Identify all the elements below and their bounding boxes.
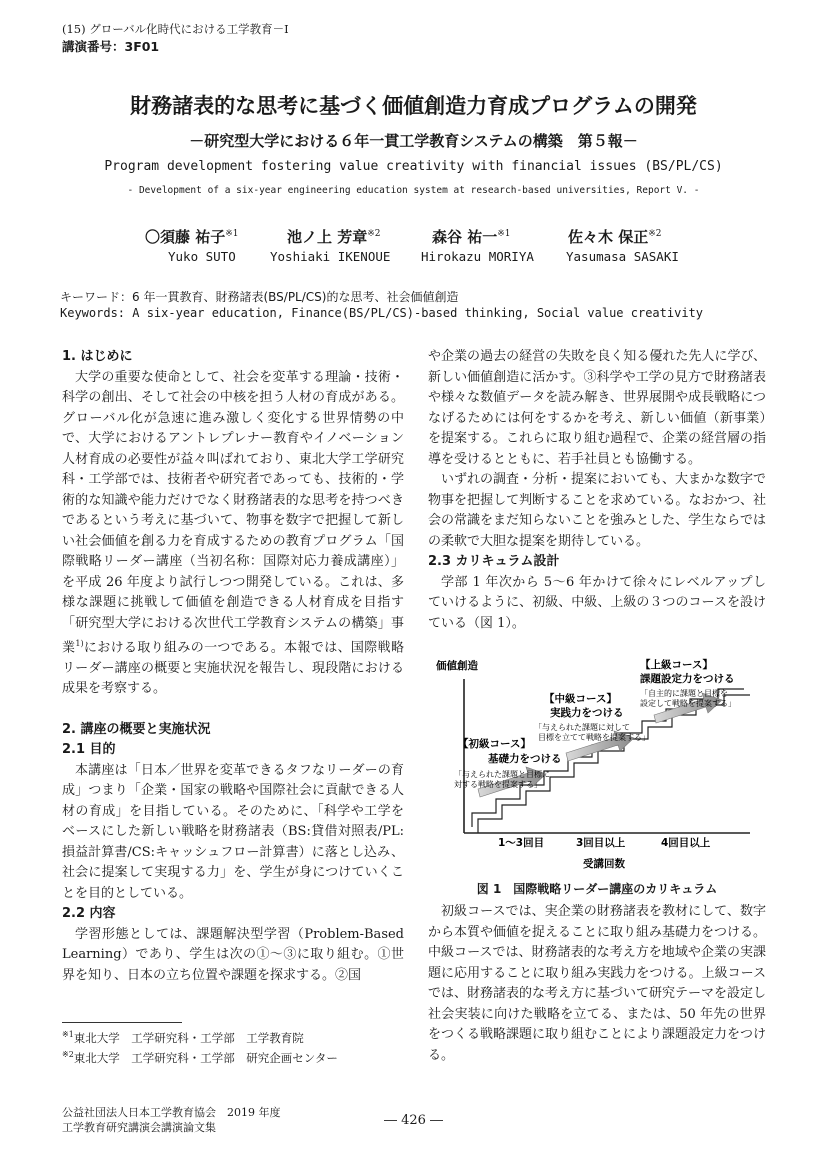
section-1-text-end: における取り組みの一つである。本報では、国際戦略リーダー講座の概要と実施状況を報告し、現段階における成果を考察する。 xyxy=(62,640,404,697)
footnote-2 xyxy=(62,1050,338,1066)
section-2-3-heading: 2.3 カリキュラム設計 xyxy=(428,554,560,569)
affiliation-mark: ※1 xyxy=(225,229,239,239)
author-4-en: Yasumasa SASAKI xyxy=(566,249,679,264)
advanced-course-note: 「自主的に課題と目標を xyxy=(640,689,728,698)
footer-org-line: 公益社団法人日本工学教育協会 2019 年度 xyxy=(62,1106,281,1119)
right-column-lower xyxy=(428,902,766,1066)
page-number: ― 426 ― xyxy=(383,1113,444,1128)
beginner-course-note: 「与えられた課題と目標に xyxy=(454,770,550,779)
author-1-en: Yuko SUTO xyxy=(168,249,236,264)
footnote-1 xyxy=(62,1030,304,1046)
beginner-course-goal: 基礎力をつける xyxy=(488,753,562,765)
paper-subtitle: －研究型大学における６年一貫工学教育システムの構築 第５報－ xyxy=(189,132,638,150)
paragraph: いずれの調査・分析・提案においても、大まかな数字で物事を把握して判断することを求めている。なおかつ、社会の常識をまだ知らないことを強みとした、学生ならではの柔軟で大胆な提案を期待している。 xyxy=(428,472,767,549)
paper-title-en: Program development fostering value creativity with financial issues (BS/PL/CS) xyxy=(104,159,723,174)
lecture-number: 講演番号：3F01 xyxy=(62,39,160,54)
section-2-1-paragraph: 本講座は「日本／世界を変革できるタフなリーダーの育成」つまり「企業・国家の戦略や国際社会に貢献できる人材の育成」を目指している。そのために、「科学や工学をベースにした新しい戦略を財務諸表（BS:貸借対照表/PL:損益計算書/CS:キャッシュフロー計算書）に落とし込み、社会に提案して実現する力」を、学生が身につけていくことを目的としている。 xyxy=(62,762,404,901)
paragraph: 初級コースでは、実企業の財務諸表を教材にして、数字から本質や価値を捉えることに取り組み基礎力をつける。中級コースでは、財務諸表的な考え方を地域や企業の実課題に応用することに取り組み実践力をつける。上級コースでは、財務諸表的な考え方に基づいて研究テーマを設定し社会実装に向けた戦略を立てる、または、50 年先の世界をつくる戦略課題に取り組むことにより課題設定力をつける。 xyxy=(428,904,767,1063)
right-column xyxy=(428,347,766,634)
affiliation-mark: ※2 xyxy=(648,229,662,239)
affiliation-mark: ※2 xyxy=(367,229,381,239)
x-axis-label: 受講回数 xyxy=(583,858,625,870)
footer-org-line: 工学教育研究講演会講演論文集 xyxy=(62,1121,216,1134)
y-axis-label: 価値創造 xyxy=(436,660,478,672)
keywords-ja: キーワード：6 年一貫教育、財務諸表(BS/PL/CS)的な思考、社会価値創造 xyxy=(60,290,459,304)
x-tick-label: 1～3回目 xyxy=(498,837,545,849)
footnote-mark: ※2 xyxy=(62,1050,74,1060)
beginner-course-title: 【初級コース】 xyxy=(458,738,531,750)
intermediate-course-note: 目標を立てて戦略を提案する」 xyxy=(538,733,650,742)
author-name: 〇須藤 祐子 xyxy=(145,228,226,246)
author-name: 池ノ上 芳章 xyxy=(287,228,368,246)
author-3 xyxy=(432,226,511,247)
author-4 xyxy=(568,226,662,247)
curriculum-figure xyxy=(428,655,766,875)
author-1 xyxy=(145,226,239,247)
section-2-2-paragraph: 学習形態としては、課題解決型学習（Problem-Based Learning）であり、学生は次の①～③に取り組む。①世界を知り、日本の立ち位置や課題を探求する。②国 xyxy=(62,926,404,983)
reference-mark: 1) xyxy=(75,639,84,648)
section-2-2-heading: 2.2 内容 xyxy=(62,906,116,922)
left-column xyxy=(62,347,404,986)
section-2-heading: 2. 講座の概要と実施状況 xyxy=(62,721,211,737)
paper-subtitle-en: - Development of a six-year engineering education system at research-based universities, Report V. - xyxy=(127,185,700,196)
section-1-text: 大学の重要な使命として、社会を変革する理論・技術・科学の創出、そして社会の中核を担う人材の育成がある。グローバル化が急速に進み激しく変化する世界情勢の中で、大学におけるアントレプレナー教育やイノベーション人材育成の必要性が益々叫ばれており、東北大学工学研究科・工学部では、技術者や研究者であっても、技術的・学術的な知識や能力だけでなく財務諸表的な思考を持つべきであるという考えに基づいて、物事を数字で把握して新しい社会価値を創る力を育成するための教育プログラム「国際戦略リーダー講座（当初名称：国際対応力養成講座）」を平成 26 年度より試行しつつ開発している。これは、多様な課題に挑戦して価値を創造できる人材育成を目指す「研究型大学における次世代工学教育システムの構築」事業 xyxy=(62,369,404,656)
author-3-en: Hirokazu MORIYA xyxy=(421,249,534,264)
section-2-1-heading: 2.1 目的 xyxy=(62,742,116,758)
section-1-heading: 1. はじめに xyxy=(62,349,133,364)
author-2 xyxy=(287,226,381,247)
footnote-text: 東北大学 工学研究科・工学部 研究企画センター xyxy=(73,1051,338,1065)
advanced-course-goal: 課題設定力をつける xyxy=(640,673,735,685)
footnote-mark: ※1 xyxy=(62,1030,74,1040)
author-2-en: Yoshiaki IKENOUE xyxy=(270,249,391,264)
keywords-en: Keywords: A six-year education, Finance(BS/PL/CS)-based thinking, Social value creativity xyxy=(60,306,703,320)
author-name: 佐々木 保正 xyxy=(568,228,649,246)
advanced-course-note: 設定して戦略を提案する」 xyxy=(640,699,736,708)
author-name: 森谷 祐一 xyxy=(432,228,498,246)
x-tick-label: 3回目以上 xyxy=(576,837,626,849)
section-2-3-paragraph: 学部 1 年次から 5～6 年かけて徐々にレベルアップしていけるように、初級、中級、上級の３つのコースを設けている（図 1）。 xyxy=(428,574,766,631)
beginner-course-note: 対する戦略を提案する」 xyxy=(454,780,542,789)
section-1-paragraph xyxy=(62,368,404,700)
footnote-text: 東北大学 工学研究科・工学部 工学教育院 xyxy=(73,1031,304,1045)
intermediate-course-note: 「与えられた課題に対して xyxy=(534,723,630,732)
figure-caption: 図 1 国際戦略リーダー講座のカリキュラム xyxy=(476,882,718,896)
intermediate-course-goal: 実践力をつける xyxy=(550,707,624,719)
x-tick-label: 4回目以上 xyxy=(661,837,711,849)
series-header: (15) グローバル化時代における工学教育－I xyxy=(62,22,289,36)
advanced-course-title: 【上級コース】 xyxy=(640,659,713,671)
intermediate-course-title: 【中級コース】 xyxy=(544,693,617,705)
paper-title: 財務諸表的な思考に基づく価値創造力育成プログラムの開発 xyxy=(130,93,697,118)
footnote-divider xyxy=(62,1022,182,1023)
continued-paragraph: や企業の過去の経営の失敗を良く知る優れた先人に学び、新しい価値創造に活かす。③科学や工学の見方で財務諸表や様々な数値データを読み解き、世界展開や成長戦略につなげるためには何をするかを考え、新しい価値（新事業）を提案する。これらに取り組む過程で、企業の経営層の指導を受けるとともに、若手社員とも協働する。 xyxy=(428,349,766,467)
affiliation-mark: ※1 xyxy=(497,229,511,239)
